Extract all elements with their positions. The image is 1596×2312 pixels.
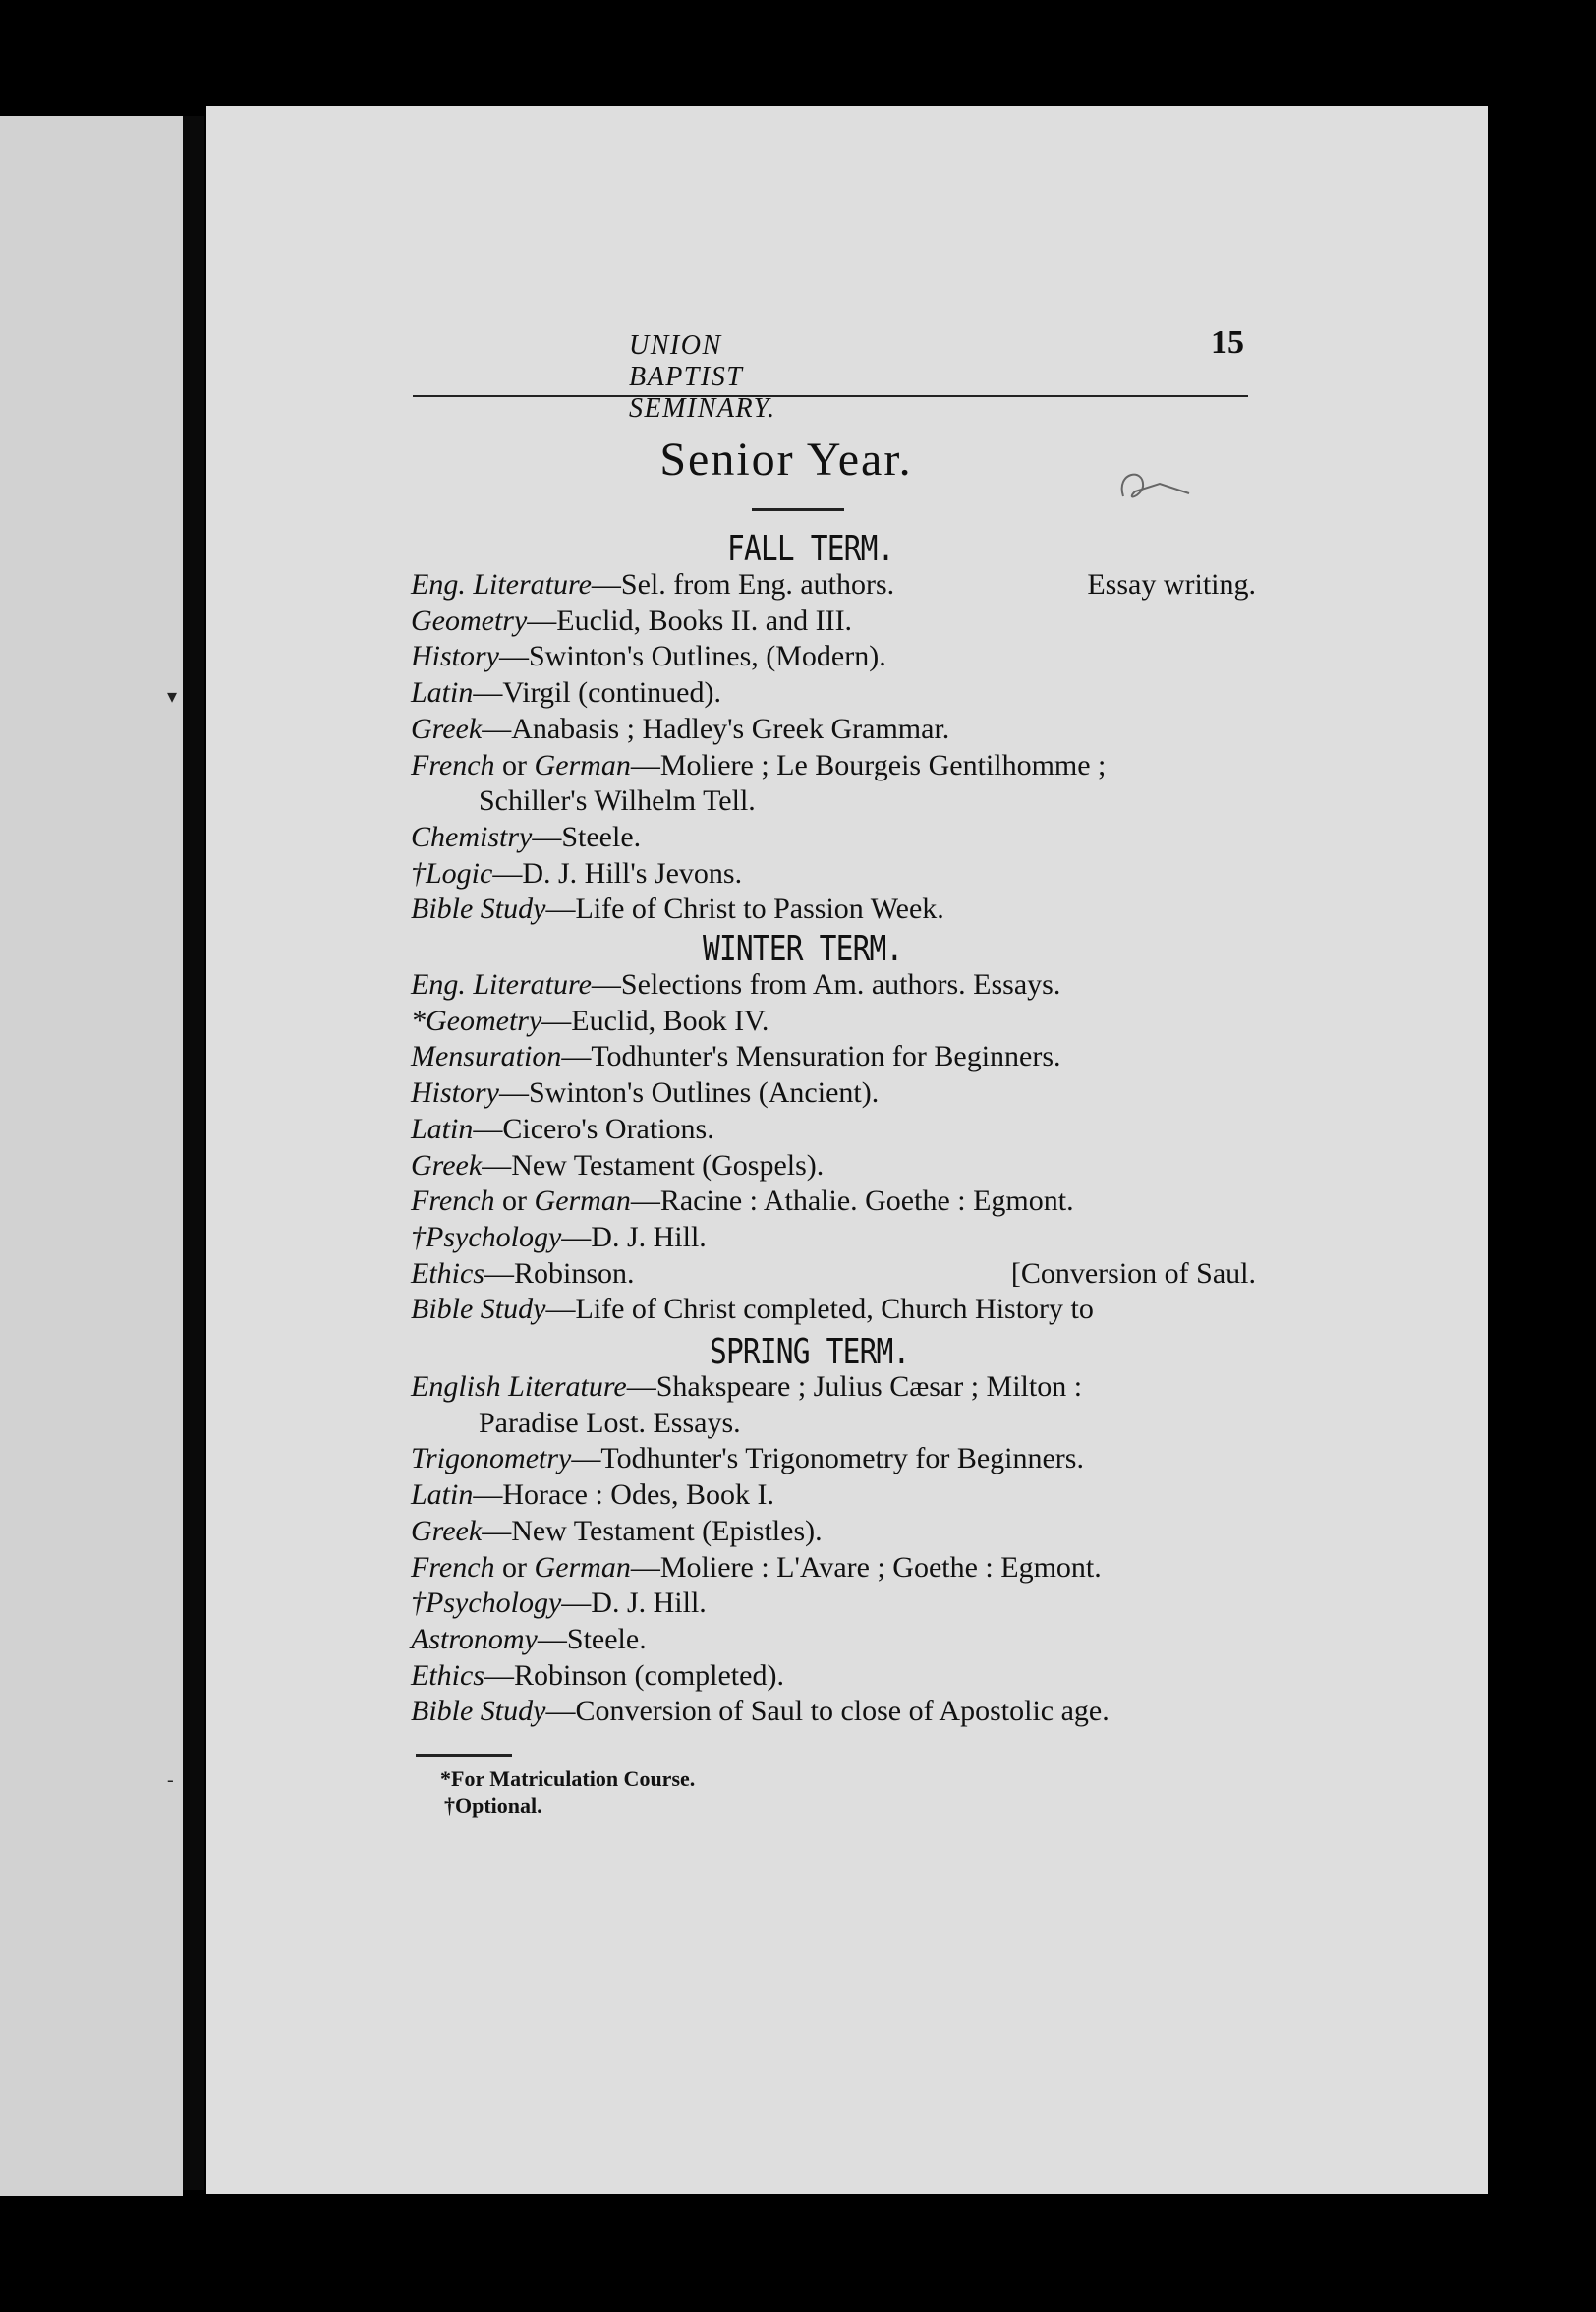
winter-term-heading: WINTER TERM.: [703, 929, 903, 969]
running-title: UNION BAPTIST SEMINARY.: [629, 330, 776, 424]
subject-name: Mensuration: [411, 1040, 562, 1073]
subject-name: Greek: [411, 1514, 483, 1547]
course-line: [411, 568, 1256, 602]
subject-name: French: [411, 748, 495, 781]
course-text: —Steele.: [537, 1622, 647, 1655]
course-text: —Horace : Odes, Book I.: [473, 1478, 774, 1512]
course-line: French or German—Moliere ; Le Bourgeis Gentilhomme ;: [411, 748, 1107, 781]
subject-name: French: [411, 1185, 495, 1218]
course-line: [411, 1040, 1256, 1073]
course-line: [411, 857, 1256, 891]
facing-page-edge: [0, 116, 183, 2196]
course-text: —Robinson (completed).: [484, 1658, 784, 1692]
course-line: [411, 1442, 1256, 1475]
header-rule: [413, 395, 1248, 397]
course-line: [411, 1149, 1256, 1183]
course-text: —Swinton's Outlines, (Modern).: [499, 640, 886, 673]
course-text: —Todhunter's Trigonometry for Beginners.: [571, 1442, 1084, 1475]
course-line: [411, 1076, 1256, 1110]
course-line: [411, 1695, 1256, 1728]
course-line: [411, 1515, 1256, 1548]
course-line: [411, 1659, 1256, 1693]
course-text: —D. J. Hill.: [561, 1587, 707, 1620]
subject-name: Eng. Literature: [411, 968, 592, 1001]
title-rule: [752, 508, 844, 511]
course-text: —Virgil (continued).: [473, 676, 721, 710]
course-line: [411, 1257, 1256, 1291]
subject-name: History: [411, 640, 499, 673]
course-line: [411, 1005, 1256, 1038]
course-text: —Euclid, Book IV.: [542, 1004, 770, 1037]
course-line: [411, 713, 1256, 746]
course-line: [411, 640, 1256, 673]
course-text: —Shakspeare ; Julius Cæsar ; Milton :: [626, 1370, 1083, 1403]
subject-name: †Psychology: [411, 1587, 562, 1620]
course-text: —D. J. Hill.: [561, 1220, 707, 1253]
course-line: [411, 1221, 1256, 1254]
course-line: French or German—Moliere : L'Avare ; Goethe : Egmont.: [411, 1550, 1102, 1584]
subject-name: French: [411, 1550, 495, 1584]
course-line: [411, 605, 1256, 638]
subject-name: Chemistry: [411, 820, 533, 853]
book-gutter: [183, 116, 204, 2190]
course-line: [411, 1623, 1256, 1656]
subject-name: Eng. Literature: [411, 568, 592, 601]
course-text: —Sel. from Eng. authors.: [591, 568, 895, 601]
subject-name: German: [534, 748, 631, 781]
course-text: —New Testament (Gospels).: [482, 1148, 825, 1182]
course-text: —Cicero's Orations.: [473, 1112, 714, 1145]
course-text: —Life of Christ completed, Church History to: [545, 1293, 1094, 1326]
course-line: [411, 1113, 1256, 1146]
course-text: —Conversion of Saul to close of Apostolic age.: [545, 1695, 1110, 1728]
pencil-annotation: [1115, 462, 1214, 511]
course-text: —Swinton's Outlines (Ancient).: [499, 1076, 880, 1110]
footnote-matriculation: *For Matriculation Course.: [440, 1766, 696, 1791]
subject-name: Latin: [411, 1112, 474, 1145]
subject-name: Bible Study: [411, 1695, 546, 1728]
subject-name: †Psychology: [411, 1220, 562, 1253]
course-text: —Steele.: [532, 820, 642, 853]
footnote-optional: †Optional.: [444, 1793, 542, 1818]
subject-name: Latin: [411, 676, 474, 710]
subject-name: Ethics: [411, 1658, 484, 1692]
subject-name: Geometry: [411, 604, 528, 637]
subject-name: German: [534, 1185, 631, 1218]
course-text: —Life of Christ to Passion Week.: [545, 893, 944, 926]
facing-page-mark: ▾: [167, 686, 178, 708]
subject-name: Astronomy: [411, 1622, 538, 1655]
course-text: —Selections from Am. authors. Essays.: [591, 968, 1061, 1001]
course-text: —Moliere : L'Avare ; Goethe : Egmont.: [630, 1550, 1102, 1584]
section-title: Senior Year.: [659, 434, 913, 486]
course-text: —D. J. Hill's Jevons.: [492, 856, 743, 890]
course-text: —Anabasis ; Hadley's Greek Grammar.: [482, 712, 950, 745]
subject-name: Greek: [411, 1148, 483, 1182]
subject-name: History: [411, 1076, 499, 1110]
subject-name: †Logic: [411, 856, 493, 890]
course-line: French or German—Racine : Athalie. Goethe : Egmont.: [411, 1185, 1074, 1218]
course-text-right: Essay writing.: [1087, 568, 1256, 601]
course-line: [411, 1370, 1256, 1404]
subject-name: Bible Study: [411, 893, 546, 926]
course-line: [411, 1293, 1256, 1326]
course-text: —Todhunter's Mensuration for Beginners.: [561, 1040, 1061, 1073]
course-line: [411, 1587, 1256, 1620]
course-text: —Robinson.: [484, 1256, 635, 1290]
course-line: Schiller's Wilhelm Tell.: [479, 784, 756, 818]
subject-name: *Geometry: [411, 1004, 542, 1037]
course-text: —Moliere ; Le Bourgeis Gentilhomme ;: [630, 748, 1107, 781]
facing-page-mark: -: [167, 1769, 174, 1791]
course-line: [411, 676, 1256, 710]
subject-name: Bible Study: [411, 1293, 546, 1326]
course-text-right: [Conversion of Saul.: [1010, 1256, 1256, 1290]
fall-term-heading: FALL TERM.: [727, 529, 894, 569]
subject-name: Ethics: [411, 1256, 484, 1290]
course-text: —New Testament (Epistles).: [482, 1514, 823, 1547]
footnote-rule: [416, 1754, 512, 1757]
subject-name: Latin: [411, 1478, 474, 1512]
subject-name: Trigonometry: [411, 1442, 572, 1475]
course-line: Paradise Lost. Essays.: [479, 1406, 741, 1439]
course-line: [411, 821, 1256, 854]
course-text: —Euclid, Books II. and III.: [527, 604, 853, 637]
subject-name: English Literature: [411, 1370, 627, 1403]
spring-term-heading: SPRING TERM.: [710, 1332, 910, 1372]
course-line: [411, 893, 1256, 926]
course-line: [411, 968, 1256, 1002]
course-text: —Racine : Athalie. Goethe : Egmont.: [630, 1185, 1074, 1218]
subject-name: German: [534, 1550, 631, 1584]
subject-name: Greek: [411, 712, 483, 745]
course-line: [411, 1478, 1256, 1512]
